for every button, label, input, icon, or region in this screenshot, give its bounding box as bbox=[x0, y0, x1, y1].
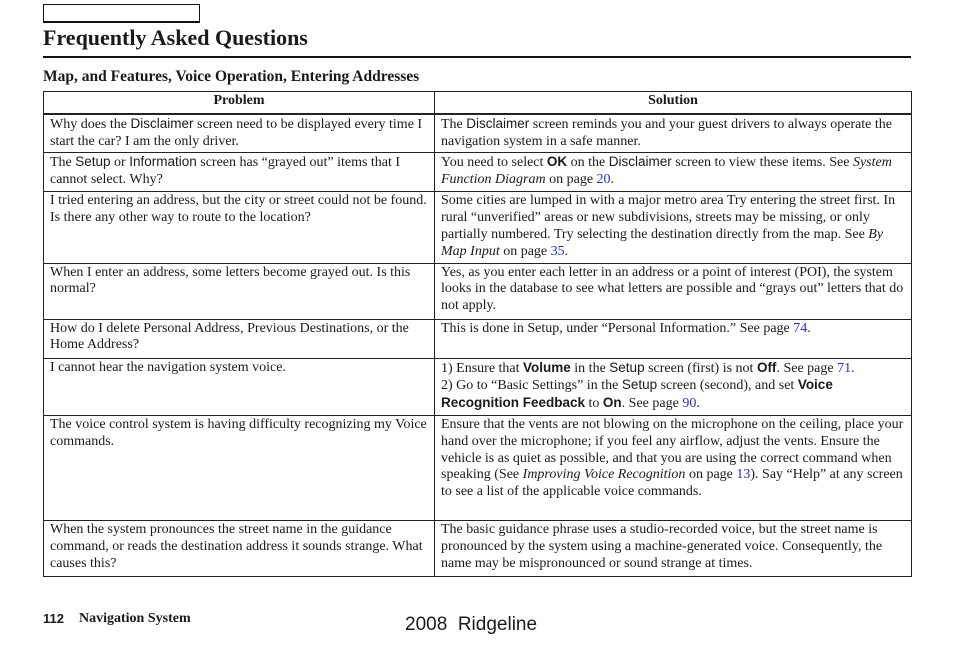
ui-term: Voice Recognition Feedback bbox=[441, 377, 833, 411]
page-number: 112 bbox=[43, 611, 64, 626]
ui-term: Disclaimer bbox=[130, 115, 194, 131]
table-row bbox=[44, 358, 912, 415]
table-row bbox=[44, 192, 912, 263]
problem-cell: The voice control system is having difficulty recognizing my Voice commands. bbox=[44, 415, 435, 520]
solution-cell: This is done in Setup, under “Personal Information.” See page 74. bbox=[435, 319, 912, 358]
ui-term: On bbox=[602, 395, 622, 411]
title-rule bbox=[43, 56, 911, 58]
table-row bbox=[44, 520, 912, 576]
problem-cell: Why does the Disclaimer screen need to be displayed every time I start the car? I am the only driver. bbox=[44, 114, 435, 153]
page-link[interactable]: 71 bbox=[837, 360, 852, 376]
solution-cell: The Disclaimer screen reminds you and your guest drivers to always operate the navigation system in a safe manner. bbox=[435, 114, 912, 153]
column-header-solution: Solution bbox=[435, 92, 912, 114]
page-link[interactable]: 74 bbox=[793, 320, 808, 336]
problem-cell: When I enter an address, some letters become grayed out. Is this normal? bbox=[44, 263, 435, 319]
solution-line-2: 2) Go to “Basic Settings” in the Setup screen (second), and set Voice Recognition Feedback to On. See page 90. bbox=[441, 377, 833, 412]
ui-term: Information bbox=[129, 154, 197, 170]
solution-cell: Yes, as you enter each letter in an address or a point of interest (POI), the system looks in the database to see what letters are possible and “grays out” letters that do not apply. bbox=[435, 263, 912, 319]
ui-term: Setup bbox=[75, 154, 111, 170]
ui-term: Setup bbox=[621, 377, 658, 393]
table-row bbox=[44, 263, 912, 319]
cross-reference: By Map Input bbox=[441, 226, 884, 259]
problem-cell: I cannot hear the navigation system voice. bbox=[44, 358, 435, 415]
problem-cell: I tried entering an address, but the city or street could not be found. Is there any other way to route to the location? bbox=[44, 192, 435, 263]
page-link[interactable]: 35 bbox=[550, 243, 565, 259]
solution-line-1: 1) Ensure that Volume in the Setup screen (first) is not Off. See page 71. bbox=[441, 359, 855, 376]
header-tab-box bbox=[43, 4, 200, 23]
cross-reference: System Function Diagram bbox=[441, 155, 892, 188]
cross-reference: Improving Voice Recognition bbox=[522, 467, 686, 483]
solution-cell: The basic guidance phrase uses a studio-recorded voice, but the street name is pronounced by the system using a machine-generated voice. Consequently, the name may be mispronounced or sound strange at times. bbox=[435, 520, 912, 576]
page-title: Frequently Asked Questions bbox=[43, 25, 308, 50]
solution-cell bbox=[435, 358, 912, 415]
ui-term: Setup bbox=[609, 359, 645, 375]
column-header-problem: Problem bbox=[44, 92, 435, 114]
solution-cell: Some cities are lumped in with a major metro area Try entering the street first. In rural “unverified” areas or new subdivisions, streets may be missing, or only partially numbered. Try selecting the destination directly from the map. See By Map Input on page 35. bbox=[435, 192, 912, 263]
ui-term: OK bbox=[546, 154, 568, 170]
table-row bbox=[44, 319, 912, 358]
solution-cell: You need to select OK on the Disclaimer screen to view these items. See System Function Diagram on page 20. bbox=[435, 153, 912, 192]
table-row bbox=[44, 415, 912, 520]
table-row bbox=[44, 114, 912, 153]
vehicle-model: 2008 Ridgeline bbox=[405, 614, 538, 635]
faq-table bbox=[43, 91, 912, 577]
book-title: Navigation System bbox=[79, 611, 191, 626]
page-link[interactable]: 20 bbox=[596, 172, 611, 188]
table-row bbox=[44, 153, 912, 192]
problem-cell: How do I delete Personal Address, Previous Destinations, or the Home Address? bbox=[44, 319, 435, 358]
problem-cell: When the system pronounces the street name in the guidance command, or reads the destination address it sounds strange. What causes this? bbox=[44, 520, 435, 576]
page-link[interactable]: 13 bbox=[736, 467, 751, 483]
solution-cell: Ensure that the vents are not blowing on the microphone on the ceiling, place your hand over the microphone; if you feel any airflow, adjust the vents. Ensure the vehicle is as quiet as possible, and that you are using the correct command when speaking (See Improving Voice Recognition on page 13). Say “Help” at any screen to see a list of the applicable voice commands. bbox=[435, 415, 912, 520]
page-link[interactable]: 90 bbox=[682, 396, 697, 412]
problem-cell: The Setup or Information screen has “grayed out” items that I cannot select. Why? bbox=[44, 153, 435, 192]
ui-term: Disclaimer bbox=[608, 154, 672, 170]
ui-term: Volume bbox=[523, 359, 571, 375]
ui-term: Off bbox=[756, 359, 777, 375]
table-header-row bbox=[44, 92, 912, 114]
ui-term: Disclaimer bbox=[466, 115, 530, 131]
section-heading: Map, and Features, Voice Operation, Entering Addresses bbox=[43, 68, 420, 85]
